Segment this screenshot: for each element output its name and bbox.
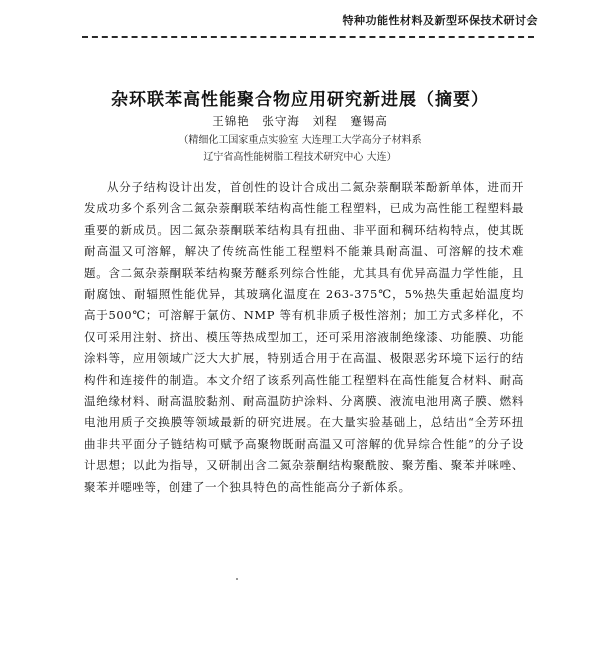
affiliation-line-2: 辽宁省高性能树脂工程技术研究中心 大连） bbox=[203, 152, 397, 163]
paper-title: 杂环联苯高性能聚合物应用研究新进展（摘要） bbox=[111, 90, 489, 110]
affiliation-line-1: （精细化工国家重点实验室 大连理工大学高分子材料系 bbox=[178, 135, 422, 146]
header-divider bbox=[82, 36, 534, 38]
page-speck bbox=[236, 578, 238, 580]
running-header: 特种功能性材料及新型环保技术研讨会 bbox=[342, 14, 538, 27]
author-list: 王锦艳 张守海 刘程 蹇锡高 bbox=[212, 114, 388, 128]
abstract-body: 从分子结构设计出发，首创性的设计合成出二氮杂萘酮联苯酚新单体，进而开发成功多个系列含二氮杂萘酮联苯结构高性能工程塑料，已成为高性能工程塑料最重要的新成员。因二氮杂萘酮联苯结构具有扭曲、非平面和稠环结构特点，使其既耐高温又可溶解，解决了传统高性能工程塑料不能兼具耐高温、可溶解的技术难题。含二氮杂萘酮联苯结构聚芳醚系列综合性能，尤其具有优异高温力学性能，且耐腐蚀、耐辐照性能优异，其玻璃化温度在 263-375℃，5%热失重起始温度均高于500℃；可溶解于氯仿、NMP 等有机非质子极性溶剂；加工方式多样化，不仅可采用注射、挤出、模压等热成型加工，还可采用溶液制绝缘漆、功能膜、功能涂料等，应用领域广泛大大扩展，特别适合用于在高温、极限恶劣环境下运行的结构件和连接件的制造。本文介绍了该系列高性能工程塑料在高性能复合材料、耐高温绝缘材料、耐高温胶黏剂、耐高温防护涂料、分离膜、液流电池用离子膜、燃料电池用质子交换膜等领域最新的研究进展。在大量实验基础上，总结出“全芳环扭曲非共平面分子链结构可赋予高聚物既耐高温又可溶解的优异综合性能”的分子设计思想；以此为指导，又研制出含二氮杂萘酮结构聚酰胺、聚芳酯、聚苯并咪唑、聚苯并噁唑等，创建了一个独具特色的高性能高分子新体系。 bbox=[84, 180, 524, 494]
